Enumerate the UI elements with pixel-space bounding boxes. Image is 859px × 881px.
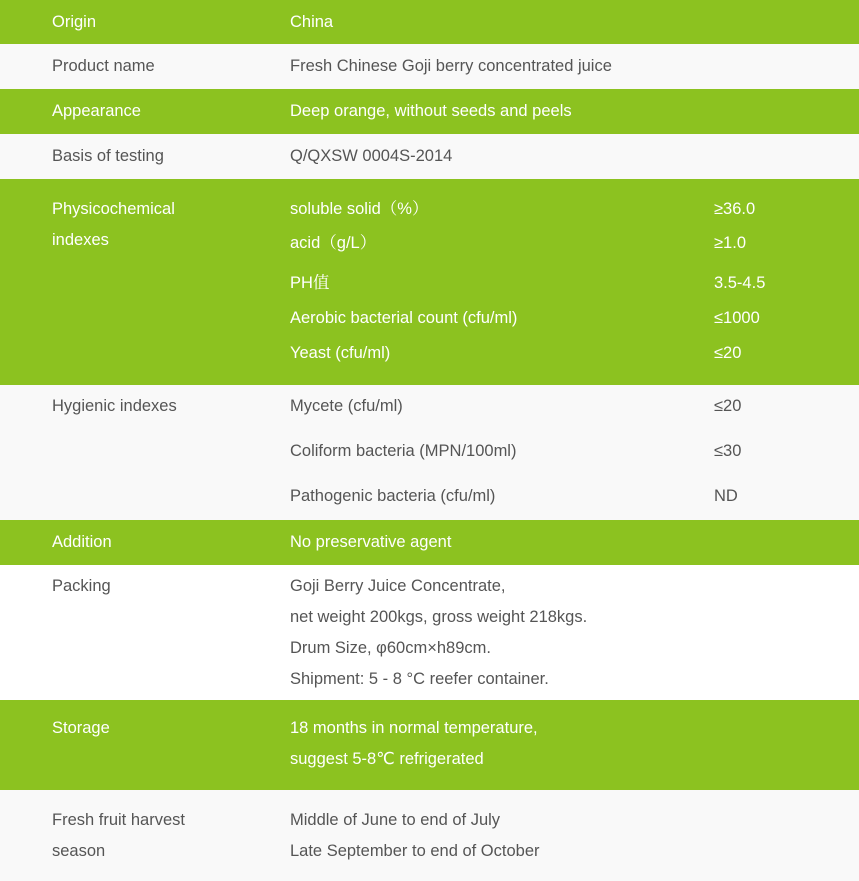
row-label: Appearance [52,102,141,120]
packing-line: Drum Size, φ60cm×h89cm. [290,639,491,657]
row-product-name [0,44,859,89]
row-label-line: Fresh fruit harvest [52,811,185,829]
row-physicochemical [0,179,859,385]
index-name: soluble solid（%） [290,200,429,218]
index-value: ≥1.0 [714,234,746,252]
row-basis-of-testing [0,134,859,179]
row-harvest-season [0,790,859,881]
row-label-line: indexes [52,231,109,249]
row-value [290,571,587,695]
index-item [290,266,859,301]
index-item [290,434,859,469]
row-value: Deep orange, without seeds and peels [290,102,572,120]
index-value: 3.5-4.5 [714,274,766,292]
index-value: ≤1000 [714,309,760,327]
index-item [290,226,859,261]
row-value: No preservative agent [290,533,452,551]
index-value: ND [714,487,738,505]
index-name: PH值 [290,274,330,292]
row-label: Packing [52,577,111,595]
index-name: Yeast (cfu/ml) [290,344,391,362]
packing-line: Shipment: 5 - 8 °C reefer container. [290,670,549,688]
index-item [290,301,859,336]
row-value [290,805,540,867]
storage-line: suggest 5-8℃ refrigerated [290,750,484,768]
index-item [290,192,859,227]
index-item [290,479,859,514]
row-storage [0,700,859,790]
row-value: Q/QXSW 0004S-2014 [290,147,453,165]
row-label: Storage [52,719,110,737]
index-value: ≥36.0 [714,200,756,218]
storage-line: 18 months in normal temperature, [290,719,538,737]
row-label: Addition [52,533,112,551]
packing-line: net weight 200kgs, gross weight 218kgs. [290,608,588,626]
index-value: ≤20 [714,397,742,415]
index-name: Mycete (cfu/ml) [290,397,403,415]
row-label [52,194,175,256]
row-appearance [0,89,859,134]
row-addition [0,520,859,565]
index-value: ≤20 [714,344,742,362]
row-label-line: Physicochemical [52,200,175,218]
packing-line: Goji Berry Juice Concentrate, [290,577,506,595]
row-label: Origin [52,13,97,31]
row-label: Basis of testing [52,147,164,165]
row-label [52,805,185,867]
index-item [290,389,859,424]
row-value: China [290,13,334,31]
row-label-line: season [52,842,106,860]
index-name: Aerobic bacterial count (cfu/ml) [290,309,518,327]
row-label: Hygienic indexes [52,397,177,415]
index-name: Coliform bacteria (MPN/100ml) [290,442,517,460]
index-value: ≤30 [714,442,742,460]
row-value: Fresh Chinese Goji berry concentrated juice [290,57,612,75]
index-item [290,336,859,371]
index-name: acid（g/L） [290,234,377,252]
row-label: Product name [52,57,155,75]
harvest-line: Middle of June to end of July [290,811,501,829]
index-name: Pathogenic bacteria (cfu/ml) [290,487,496,505]
row-hygienic [0,385,859,520]
row-value [290,713,538,775]
row-packing [0,565,859,700]
row-origin [0,0,859,44]
harvest-line: Late September to end of October [290,842,540,860]
